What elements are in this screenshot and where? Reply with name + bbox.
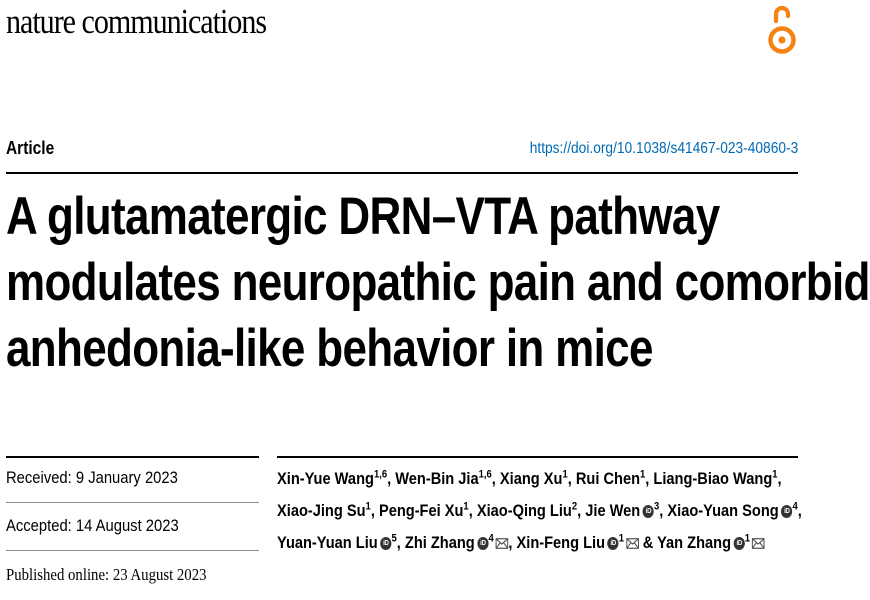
affiliation-number[interactable]: 1 — [365, 500, 371, 513]
affiliation-number[interactable]: 1,6 — [478, 468, 492, 481]
author-line: Yuan-Yuan Liu iD $^5$, Zhi Zhang iD $^4$ , Xin-Feng Liu iD $^1$ & Yan Zhang iD $^1$ — [277, 527, 793, 559]
author-name[interactable]: Liang-Biao Wang — [653, 469, 773, 488]
title-line: modulates neuropathic pain and comorbid — [6, 253, 870, 312]
author-name[interactable]: Xin-Yue Wang — [277, 469, 374, 488]
author-name[interactable]: Wen-Bin Jia — [395, 469, 479, 488]
author-line: Xin-Yue Wang$^{1,6}$, Wen-Bin Jia$^{1,6}$, Xiang Xu$^1$, Rui Chen$^1$, Liang-Biao Wang$^1$, — [277, 468, 782, 488]
article-header-row — [6, 136, 798, 174]
affiliation-number[interactable]: 5 — [391, 532, 397, 545]
published-date: Published online: 23 August 2023 — [6, 565, 207, 584]
orcid-icon[interactable]: iD — [477, 537, 488, 550]
email-icon[interactable] — [752, 538, 765, 549]
author-name[interactable]: Zhi Zhang — [404, 533, 475, 552]
author-name[interactable]: Xiao-Yuan Song — [667, 501, 779, 520]
orcid-icon[interactable]: iD — [643, 505, 654, 518]
affiliation-number[interactable]: 1 — [562, 468, 568, 481]
author-list — [277, 463, 802, 559]
author-name[interactable]: Peng-Fei Xu — [378, 501, 464, 520]
doi-link[interactable]: https://doi.org/10.1038/s41467-023-40860-3 — [529, 140, 798, 157]
affiliation-number[interactable]: 3 — [654, 500, 660, 513]
affiliation-number[interactable]: 4 — [792, 500, 798, 513]
affiliation-number[interactable]: 1 — [772, 468, 778, 481]
email-icon[interactable] — [495, 538, 508, 549]
affiliation-number[interactable]: 1,6 — [373, 468, 388, 481]
title-line: anhedonia-like behavior in mice — [6, 319, 653, 378]
author-name[interactable]: Xiang Xu — [499, 469, 563, 488]
affiliation-number[interactable]: 1 — [744, 532, 751, 545]
author-name[interactable]: Xiao-Jing Su — [277, 501, 366, 520]
orcid-icon[interactable]: iD — [781, 505, 792, 518]
author-name[interactable]: Yuan-Yuan Liu — [277, 533, 378, 552]
author-name[interactable]: Rui Chen — [575, 469, 641, 488]
article-title — [6, 184, 870, 382]
accepted-date: Accepted: 14 August 2023 — [6, 516, 179, 535]
author-name[interactable]: Jie Wen — [585, 501, 641, 520]
author-line: Xiao-Jing Su$^1$, Peng-Fei Xu$^1$, Xiao-Qing Liu$^2$, Jie Wen iD $^3$, Xiao-Yuan Song iD $^4$, — [277, 500, 802, 520]
journal-name[interactable]: nature communications — [6, 2, 267, 41]
affiliation-number[interactable]: 1 — [640, 468, 646, 481]
author-name[interactable]: Xiao-Qing Liu — [476, 501, 572, 520]
author-name[interactable]: Yan Zhang — [657, 533, 732, 552]
received-date: Received: 9 January 2023 — [6, 468, 178, 487]
orcid-icon[interactable]: iD — [734, 537, 745, 550]
article-type: Article — [6, 138, 55, 158]
email-icon[interactable] — [626, 538, 639, 549]
author-conjunction: & — [638, 533, 658, 552]
affiliation-number[interactable]: 2 — [571, 500, 578, 513]
affiliation-number[interactable]: 4 — [488, 532, 494, 545]
orcid-icon[interactable]: iD — [380, 537, 391, 550]
dates-divider — [6, 456, 259, 458]
affiliation-number[interactable]: 1 — [463, 500, 469, 513]
open-access-icon — [767, 3, 797, 60]
authors-divider — [277, 456, 798, 458]
affiliation-number[interactable]: 1 — [618, 532, 625, 545]
dates-separator — [6, 502, 259, 503]
orcid-icon[interactable]: iD — [608, 537, 619, 550]
dates-separator — [6, 550, 259, 551]
title-line: A glutamatergic DRN–VTA pathway — [6, 187, 720, 246]
author-name[interactable]: Xin-Feng Liu — [516, 533, 606, 552]
